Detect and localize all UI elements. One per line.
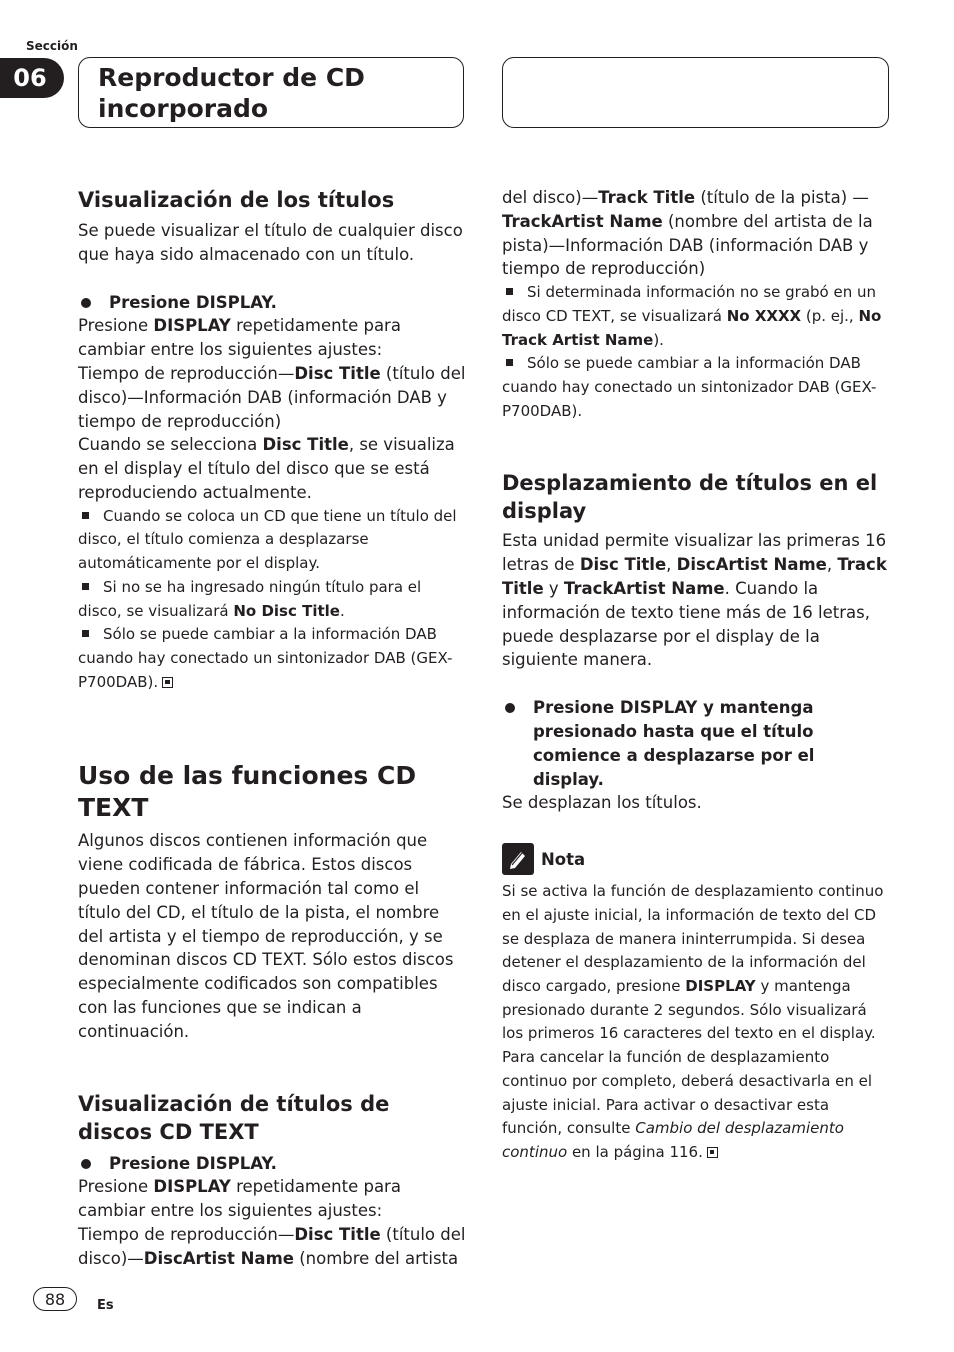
end-mark-icon bbox=[707, 1147, 718, 1158]
heading-desplazamiento: Desplazamiento de títulos en el display bbox=[502, 471, 878, 524]
page-number: 88 bbox=[33, 1287, 77, 1311]
paragraph-disc-title: Cuando se selecciona Disc Title, se visualiza en el display el título del disco que se está reproduciendo actualmente. bbox=[78, 435, 455, 502]
square-bullet-icon bbox=[82, 583, 89, 590]
square-bullet-icon bbox=[506, 288, 513, 295]
note-item: Si determinada información no se grabó en un disco CD TEXT, se visualizará No XXXX (p. ej., No Track Artist Name). bbox=[502, 283, 882, 349]
paragraph-cd-text-intro: Algunos discos contienen información que viene codificada de fábrica. Estos discos pueden contener información tal como el título del CD, el título de la pista, el nombre del artista y el tiempo de reproducción, y se denominan discos CD TEXT. Sólo estos discos especialmente codificados son compatibles con las funciones que se indican a continuación. bbox=[78, 831, 454, 1041]
bullet-dot-icon bbox=[81, 1159, 91, 1169]
bullet-dot-icon bbox=[505, 703, 515, 713]
pencil-icon bbox=[502, 843, 534, 875]
language-code: Es bbox=[97, 1298, 114, 1313]
step-press-display: Presione DISPLAY. bbox=[78, 1152, 466, 1176]
section-label: Sección bbox=[26, 39, 78, 53]
paragraph-scroll-result: Se desplazan los títulos. bbox=[502, 793, 702, 813]
square-bullet-icon bbox=[82, 512, 89, 519]
chapter-title: Reproductor de CD incorporado bbox=[98, 63, 365, 123]
note-label: Nota bbox=[541, 849, 586, 869]
chapter-title-box bbox=[78, 57, 464, 128]
square-bullet-icon bbox=[506, 359, 513, 366]
heading-cd-text: Uso de las funciones CD TEXT bbox=[78, 761, 417, 823]
paragraph-settings-list: Tiempo de reproducción—Disc Title (título del disco)—Información DAB (información DAB y tiempo de reproducción) bbox=[78, 363, 466, 431]
square-bullet-icon bbox=[82, 630, 89, 637]
intro-paragraph: Se puede visualizar el título de cualquier disco que haya sido almacenado con un título. bbox=[78, 221, 463, 264]
heading-visualizacion-titulos: Visualización de los títulos bbox=[78, 188, 395, 212]
note-item: Si no se ha ingresado ningún título para el disco, se visualizará No Disc Title. bbox=[78, 577, 422, 620]
note-item: Sólo se puede cambiar a la información DAB cuando hay conectado un sintonizador DAB (GEX-P700DAB). bbox=[502, 354, 877, 420]
note-header bbox=[502, 843, 890, 875]
paragraph-repeat-display: Presione DISPLAY repetidamente para cambiar entre los siguientes ajustes: bbox=[78, 1177, 401, 1221]
paragraph-repeat-display: Presione DISPLAY repetidamente para cambiar entre los siguientes ajustes: bbox=[78, 316, 401, 360]
step-press-hold-display: Presione DISPLAY y mantenga presionado hasta que el título comience a desplazarse por el display. bbox=[502, 696, 890, 791]
paragraph-settings-list: Tiempo de reproducción—Disc Title (título del disco)—DiscArtist Name (nombre del artista bbox=[78, 1224, 466, 1268]
step-press-display: Presione DISPLAY. bbox=[78, 291, 466, 315]
note-item: Cuando se coloca un CD que tiene un título del disco, el título comienza a desplazarse automáticamente por el display. bbox=[78, 506, 457, 573]
header-empty-box bbox=[502, 57, 889, 128]
end-mark-icon bbox=[162, 677, 173, 688]
note-paragraph: Si se activa la función de desplazamiento continuo en el ajuste inicial, la información de texto del CD se desplaza de manera ininterrumpida. Si desea detener el desplazamiento de la información del disco cargado, presione DISPLAY y mantenga presionado durante 2 segundos. Sólo visualizará los primeros 16 caracteres del texto en el display. Para cancelar la función de desplazamiento continuo por completo, deberá desactivarla en el ajuste inicial. Para activar o desactivar esta función, consulte Cambio del desplazamiento continuo en la página 116. bbox=[502, 882, 884, 1161]
left-column bbox=[78, 186, 466, 1271]
bullet-dot-icon bbox=[81, 298, 91, 308]
note-item: Sólo se puede cambiar a la información DAB cuando hay conectado un sintonizador DAB (GEX-P700DAB). bbox=[78, 625, 453, 691]
paragraph-settings-continued: del disco)—Track Title (título de la pista) —TrackArtist Name (nombre del artista de la pista)—Información DAB (información DAB y tiempo de reproducción) bbox=[502, 188, 873, 279]
right-column bbox=[502, 186, 890, 1165]
paragraph-scroll-intro: Esta unidad permite visualizar las primeras 16 letras de Disc Title, DiscArtist Name, Track Title y TrackArtist Name. Cuando la información de texto tiene más de 16 letras, puede desplazarse por el display de la siguiente manera. bbox=[502, 531, 887, 670]
heading-visualizacion-cd-text: Visualización de títulos de discos CD TEXT bbox=[78, 1091, 390, 1144]
section-number-tab: 06 bbox=[0, 58, 64, 98]
